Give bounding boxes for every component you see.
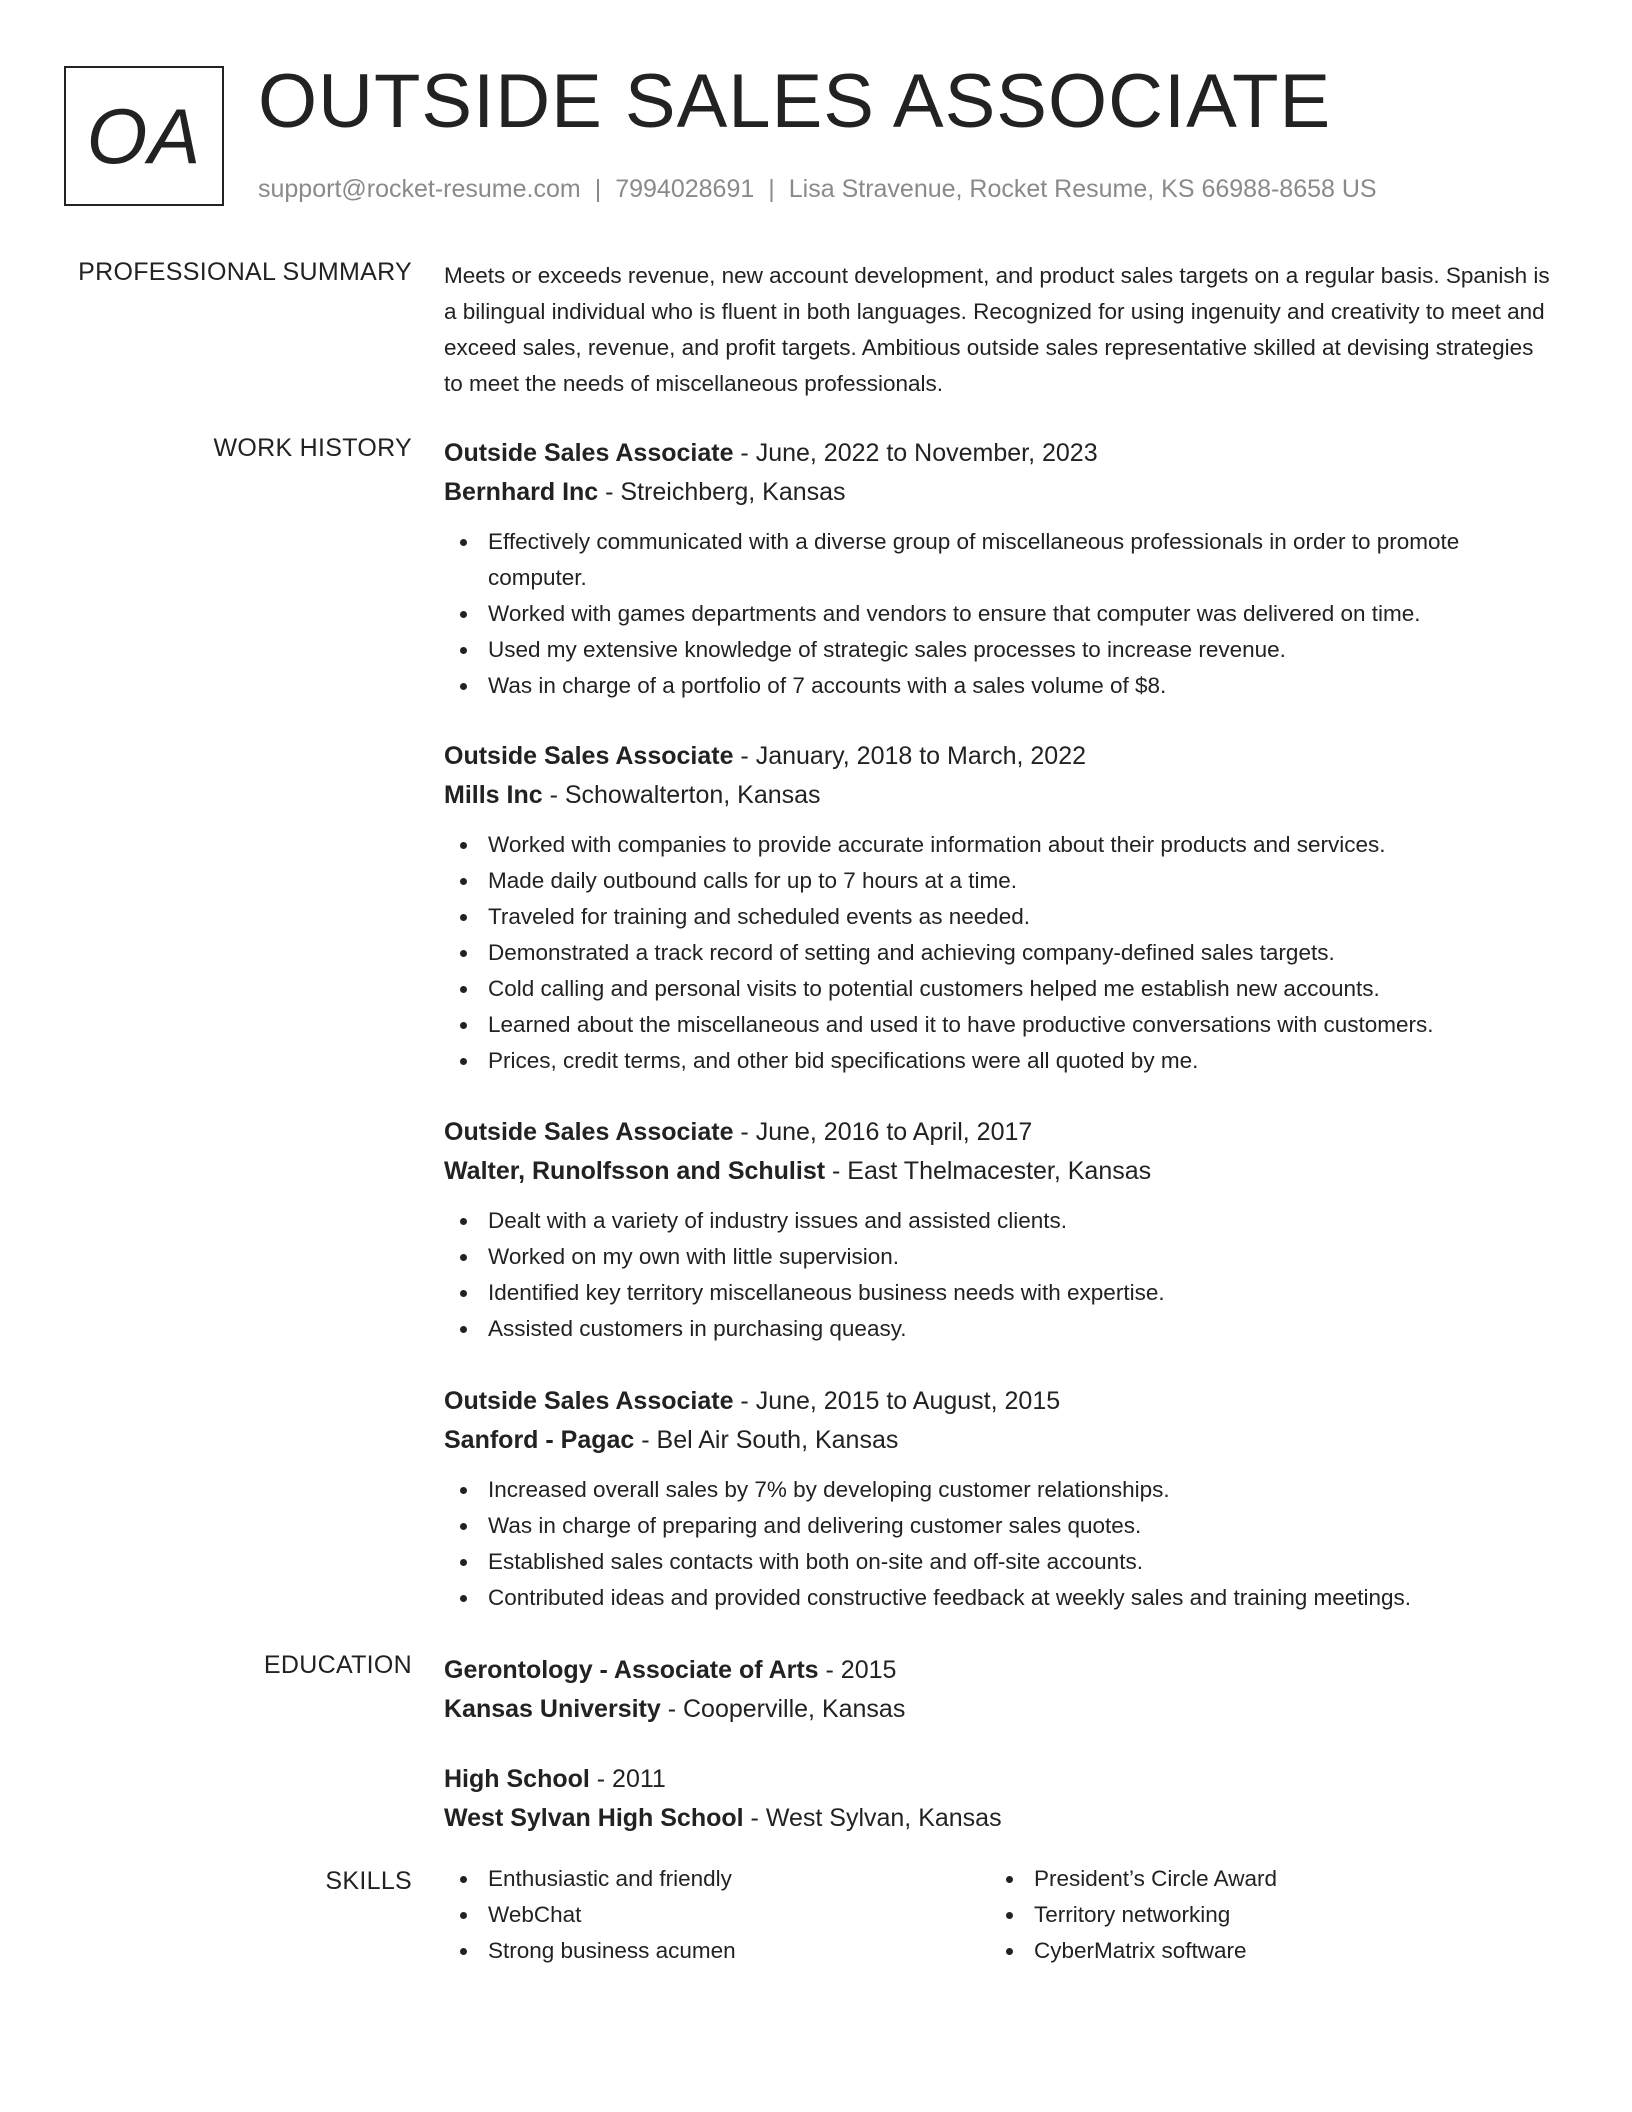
job-bullet: Assisted customers in purchasing queasy. <box>444 1311 1554 1347</box>
education-degree: High School <box>444 1765 590 1793</box>
job-bullet: Traveled for training and scheduled events as needed. <box>444 899 1554 935</box>
job-company: Walter, Runolfsson and Schulist <box>444 1157 826 1185</box>
contact-separator: | <box>594 175 602 203</box>
contact-separator: | <box>768 175 775 203</box>
job-location: - Streichberg, Kansas <box>598 478 846 506</box>
job-bullet: Effectively communicated with a diverse group of miscellaneous professionals in order to promote computer. <box>444 524 1554 596</box>
education-degree-line <box>444 1760 1554 1799</box>
job-company-line <box>444 1421 1554 1460</box>
education-year: - 2011 <box>589 1765 666 1793</box>
education-school: West Sylvan High School <box>444 1804 744 1832</box>
job-title: Outside Sales Associate <box>444 439 734 467</box>
job-entry <box>444 1382 1554 1616</box>
job-bullets <box>444 1472 1554 1616</box>
skill-item: CyberMatrix software <box>990 1933 1530 1969</box>
section-label-education: EDUCATION <box>263 1651 412 1679</box>
job-company-line <box>444 776 1554 815</box>
job-dates: - June, 2016 to April, 2017 <box>733 1118 1033 1146</box>
skill-item: Territory networking <box>990 1897 1530 1933</box>
job-company: Sanford - Pagac <box>444 1426 635 1454</box>
education-school-line <box>444 1690 1554 1729</box>
job-entry <box>444 434 1554 704</box>
skills-list <box>990 1861 1530 1969</box>
education-year: - 2015 <box>818 1656 897 1684</box>
contact-phone: 7994028691 <box>615 175 755 203</box>
job-bullet: Dealt with a variety of industry issues and assisted clients. <box>444 1203 1554 1239</box>
job-location: - Schowalterton, Kansas <box>542 781 821 809</box>
job-bullets <box>444 827 1554 1079</box>
job-bullet: Established sales contacts with both on-site and off-site accounts. <box>444 1544 1554 1580</box>
job-dates: - January, 2018 to March, 2022 <box>733 742 1086 770</box>
job-company-line <box>444 1152 1554 1191</box>
contact-line <box>258 175 1377 204</box>
job-bullet: Identified key territory miscellaneous business needs with expertise. <box>444 1275 1554 1311</box>
job-bullet: Used my extensive knowledge of strategic sales processes to increase revenue. <box>444 632 1554 668</box>
job-dates: - June, 2015 to August, 2015 <box>733 1387 1061 1415</box>
section-label-work-history: WORK HISTORY <box>213 434 412 462</box>
job-location: - East Thelmacester, Kansas <box>825 1157 1152 1185</box>
job-bullet: Made daily outbound calls for up to 7 hours at a time. <box>444 863 1554 899</box>
skill-item: Enthusiastic and friendly <box>444 1861 984 1897</box>
contact-email: support@rocket-resume.com <box>258 175 581 203</box>
contact-address: Lisa Stravenue, Rocket Resume, KS 66988-8658 US <box>788 175 1377 203</box>
job-bullet: Worked with companies to provide accurate information about their products and services. <box>444 827 1554 863</box>
job-title: Outside Sales Associate <box>444 742 734 770</box>
job-bullet: Was in charge of preparing and delivering customer sales quotes. <box>444 1508 1554 1544</box>
job-bullet: Cold calling and personal visits to potential customers helped me establish new accounts. <box>444 971 1554 1007</box>
job-title: Outside Sales Associate <box>444 1387 734 1415</box>
skill-item: WebChat <box>444 1897 984 1933</box>
job-entry <box>444 737 1554 1079</box>
education-degree-line <box>444 1651 1554 1690</box>
job-bullet: Demonstrated a track record of setting and achieving company-defined sales targets. <box>444 935 1554 971</box>
job-bullets <box>444 1203 1554 1347</box>
skills-column-left <box>444 1861 984 1969</box>
job-title-line <box>444 434 1554 473</box>
education-school: Kansas University <box>444 1695 661 1723</box>
education-degree: Gerontology - Associate of Arts <box>444 1656 819 1684</box>
job-bullet: Prices, credit terms, and other bid specifications were all quoted by me. <box>444 1043 1554 1079</box>
job-company-line <box>444 473 1554 512</box>
job-bullet: Worked on my own with little supervision. <box>444 1239 1554 1275</box>
job-title-line <box>444 1382 1554 1421</box>
job-company: Mills Inc <box>444 781 543 809</box>
job-bullet: Worked with games departments and vendors to ensure that computer was delivered on time. <box>444 596 1554 632</box>
job-bullet: Contributed ideas and provided constructive feedback at weekly sales and training meetings. <box>444 1580 1554 1616</box>
section-label-summary: PROFESSIONAL SUMMARY <box>78 258 412 286</box>
monogram-box <box>64 66 224 206</box>
education-location: - West Sylvan, Kansas <box>743 1804 1002 1832</box>
education-school-line <box>444 1799 1554 1838</box>
summary-text: Meets or exceeds revenue, new account development, and product sales targets on a regular basis. Spanish is a bilingual individual who is fluent in both languages. Recognized for using ingenuity and creativity to meet and exceed sales, revenue, and profit targets. Ambitious outside sales representative skilled at devising strategies to meet the needs of miscellaneous professionals. <box>444 263 1550 396</box>
job-dates: - June, 2022 to November, 2023 <box>733 439 1098 467</box>
page-title: OUTSIDE SALES ASSOCIATE <box>258 59 1332 144</box>
education-entry <box>444 1760 1554 1838</box>
job-bullets <box>444 524 1554 704</box>
job-title-line <box>444 737 1554 776</box>
job-bullet: Increased overall sales by 7% by developing customer relationships. <box>444 1472 1554 1508</box>
job-bullet: Learned about the miscellaneous and used it to have productive conversations with customers. <box>444 1007 1554 1043</box>
monogram-initials: OA <box>86 91 202 180</box>
job-location: - Bel Air South, Kansas <box>634 1426 899 1454</box>
skill-item: President’s Circle Award <box>990 1861 1530 1897</box>
skills-column-right <box>990 1861 1530 1969</box>
job-entry <box>444 1113 1554 1347</box>
education-entry <box>444 1651 1554 1729</box>
job-title-line <box>444 1113 1554 1152</box>
section-label-skills: SKILLS <box>325 1867 412 1895</box>
skill-item: Strong business acumen <box>444 1933 984 1969</box>
job-bullet: Was in charge of a portfolio of 7 accounts with a sales volume of $8. <box>444 668 1554 704</box>
skills-list <box>444 1861 984 1969</box>
job-title: Outside Sales Associate <box>444 1118 734 1146</box>
education-location: - Cooperville, Kansas <box>660 1695 906 1723</box>
job-company: Bernhard Inc <box>444 478 599 506</box>
